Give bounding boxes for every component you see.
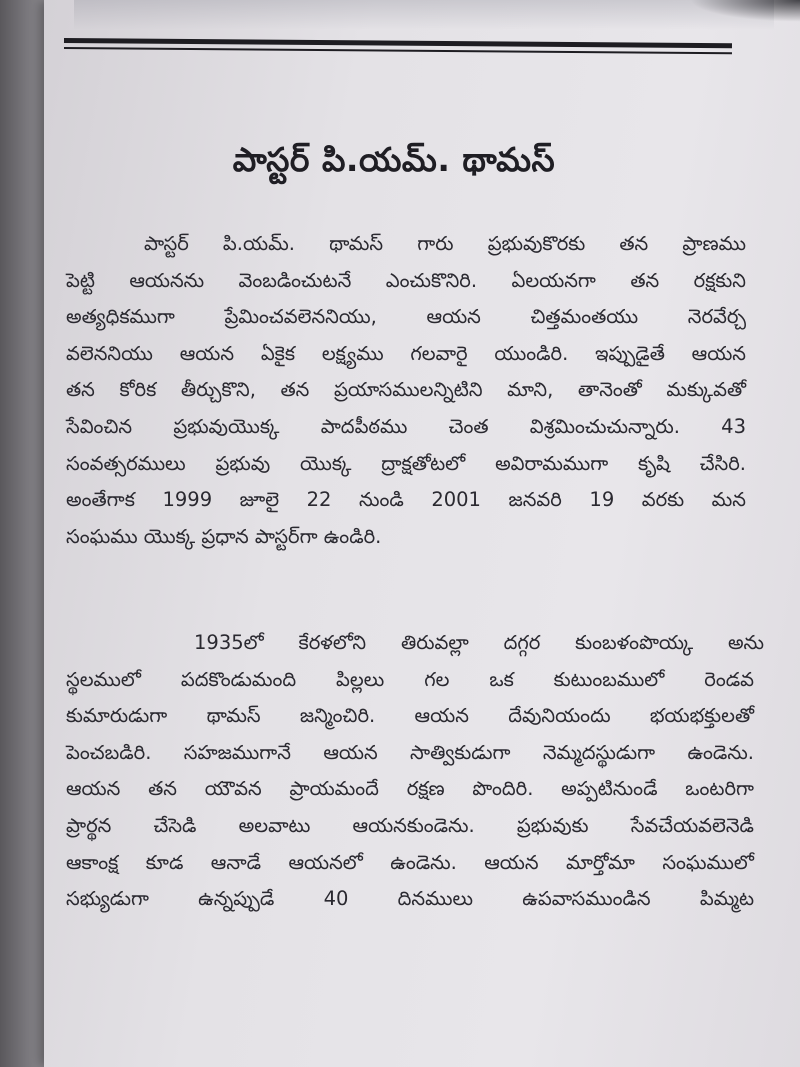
paragraph-2 bbox=[66, 625, 764, 925]
paragraph-line: సభ్యుడుగా ఉన్నప్పుడే 40 దినములు ఉపవాసముండిన పిమ్మట bbox=[66, 887, 754, 911]
paragraph-1 bbox=[66, 226, 746, 566]
paragraph-line: అంతేగాక 1999 జూలై 22 నుండి 2001 జనవరి 19 వరకు మన bbox=[66, 488, 746, 512]
paragraph-line: సంవత్సరములు ప్రభువు యొక్క ద్రాక్షతోటలో అవిరామముగా కృషి చేసిరి. bbox=[66, 451, 746, 475]
paragraph-line: సేవించిన ప్రభువుయొక్క పాదపీఠము చెంత విశ్రమించుచున్నారు. 43 bbox=[66, 415, 746, 438]
paragraph-line: కుమారుడుగా థామస్ జన్మించిరి. ఆయన దేవునియందు భయభక్తులతో bbox=[66, 704, 754, 728]
paragraph-line: స్థలములో పదకొండుమంది పిల్లలు గల ఒక కుటుంబములో రెండవ bbox=[66, 667, 754, 691]
paragraph-line: పాస్టర్ పి.యమ్. థామస్ గారు ప్రభువుకొరకు తన ప్రాణము bbox=[144, 232, 746, 255]
header-rule-thick bbox=[64, 38, 732, 48]
paragraph-line: వలెననియు ఆయన ఏకైక లక్ష్యము గలవారై యుండిరి. ఇప్పుడైతే ఆయన bbox=[66, 341, 746, 365]
show-through-text bbox=[74, 0, 774, 30]
book-page bbox=[44, 0, 800, 1067]
paragraph-line: తన కోరిక తీర్చుకొని, తన ప్రయాసములన్నిటిని మాని, తానెంతో మక్కువతో bbox=[66, 378, 746, 402]
paragraph-line: పెంచబడిరి. సహజముగానే ఆయన సాత్వికుడుగా నెమ్మదస్థుడుగా ఉండెను. bbox=[66, 740, 754, 764]
paragraph-line: సంఘము యొక్క ప్రధాన పాస్టర్‌గా ఉండిరి. bbox=[66, 524, 382, 548]
paragraph-line: 1935లో కేరళలోని తిరువల్లా దగ్గర కుంబళంపొయ్క అను bbox=[194, 631, 764, 654]
paragraph-line: పెట్టి ఆయనను వెంబడించుటనే ఎంచుకొనిరి. ఏలయనగా తన రక్షకుని bbox=[66, 268, 746, 292]
paragraph-line: అత్యధికముగా ప్రేమించవలెననియు, ఆయన చిత్తమంతయు నెరవేర్చ bbox=[66, 305, 746, 329]
paragraph-line: ఆయన తన యౌవన ప్రాయమందే రక్షణ పొందిరి. అప్పటినుండే ఒంటరిగా bbox=[66, 777, 754, 801]
page-title: పాస్టర్ పి.యమ్. థామస్ bbox=[232, 140, 556, 179]
finger-shadow bbox=[690, 0, 800, 22]
paragraph-line: ఆకాంక్ష కూడ ఆనాడే ఆయనలో ఉండెను. ఆయన మార్తోమా సంఘములో bbox=[66, 850, 754, 874]
paragraph-line: ప్రార్థన చేసెడి అలవాటు ఆయనకుండెను. ప్రభువుకు సేవచేయవలెనెడి bbox=[66, 814, 754, 837]
header-rule-thin bbox=[64, 47, 732, 54]
